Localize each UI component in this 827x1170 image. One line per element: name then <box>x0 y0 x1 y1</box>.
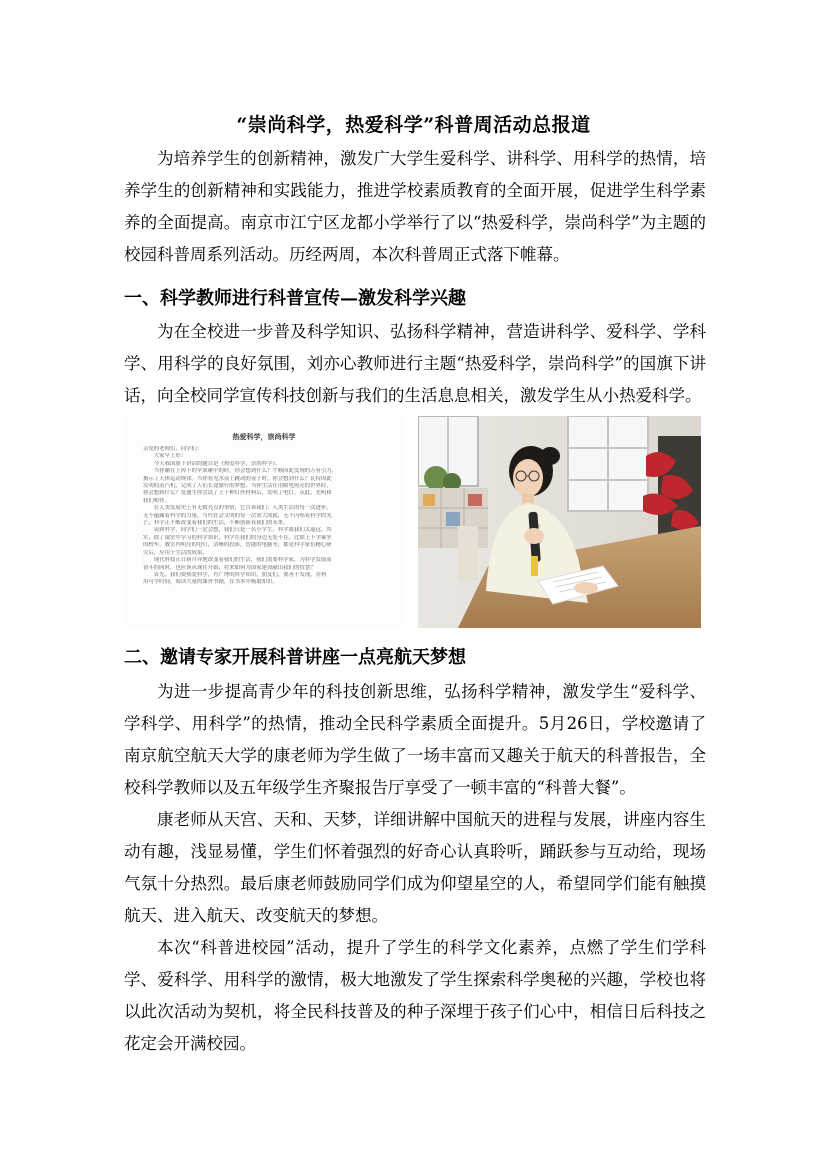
document-title: “崇尚科学，热爱科学”科普周活动总报道 <box>236 114 591 136</box>
section-1-paragraph: 为在全校进一步普及科学知识、弘扬科学精神，营造讲科学、爱科学、学科学、用科学的良好氛围，刘亦心教师进行主题“热爱科学，崇尚科学”的国旗下讲话，向全校同学宣传科技创新与我们的生活息息相关，激发学生从小热爱科学。 <box>124 322 706 405</box>
speech-line: 我们相伴。 <box>143 497 170 504</box>
section-2-heading: 二、邀请专家开展科普讲座一点亮航天梦想 <box>124 647 466 668</box>
section-2-paragraph-3: 本次“科普进校园”活动，提升了学生的科学文化素养，点燃了学生们学科学、爱科学、用科学的激情，极大地激发了学生探索科学奥秘的兴趣，学校也将以此次活动为契机，将全民科技普及的种子深埋于孩子们心中，相信日后科技之花定会开满校园。 <box>124 938 706 1053</box>
section-2-paragraph-2: 康老师从天宫、天和、天梦，详细讲解中国航天的进程与发展，讲座内容生动有趣，浅显易懂，学生们怀着强烈的好奇心认真聆听，踊跃参与互动给，现场气氛十分热烈。最后康老师鼓励同学们成为仰望星空的人，希望同学们能有触摸航天、进入航天、改变航天的梦想。 <box>124 810 706 925</box>
section-1-heading: 一、科学教师进行科普宣传—激发科学兴趣 <box>124 288 466 309</box>
speech-line: 揭示了天体运动规律。当你看见水壶上跳动的壶子时，你会想到什么？瓦特因此 <box>143 475 332 482</box>
speech-line: 当你躺在上掉下的苹果砸中的时，你会想到什么？牛顿因此发现的万有引力， <box>143 468 338 475</box>
intro-paragraph: 为培养学生的创新精神，激发广大学生爱科学、讲科学、用科学的热情，培养学生的创新精神和实践能力，推进学校素质教育的全面开展，促进学生科学素养的全面提高。南京市江宁区龙都小学举行了以“热爱科学，崇尚科学”为主题的校园科普周系列活动。历经两周，本次科普周正式落下帷幕。 <box>124 149 706 264</box>
speech-document-image <box>123 416 405 628</box>
speech-line: 现代科技正日新月异地改变着我们的生活，我们需要科学家，为科学发展而 <box>143 557 332 564</box>
speech-line: 大家早上好！ <box>143 453 187 460</box>
speech-line: 无不蕴藏着科学的力量，当代社会文明的每一次重大成就，无不闪烁着科学的光 <box>143 512 332 519</box>
speech-line: 的校车，教室内明亮的电灯，清晰的投影，智能的电脑等，都是科学家们精心研 <box>143 542 332 549</box>
speech-line: 实，除了课堂中学习的科学知识，科学在我们的身边无处不在，比如上下学乘坐 <box>143 534 332 541</box>
speech-line: 首先，我们要热爱科学，有广博的科学知识，朋友们，要善于发现，并利 <box>143 571 327 578</box>
speech-line: 今天我国旗下讲话的题目是《热爱科学，崇尚科学》。 <box>143 460 281 467</box>
speech-line: 发明的蒸汽机，完成了人们长途旅行的梦想。当你生活在用暖电照亮的世界时， <box>143 483 332 490</box>
speech-document-title: 热爱科学，崇尚科学 <box>232 433 296 441</box>
speech-line: 亲爱的老师们、同学们： <box>143 446 203 452</box>
speech-line: 你会想到什么？爱迪生你尝试了上千种灯丝材料后，发明了电灯，从此，光明和 <box>143 490 332 497</box>
teacher-speaking-photo <box>418 416 701 628</box>
speech-line: 究后，应用于生活的成果。 <box>143 549 208 556</box>
speech-document-text <box>143 446 393 587</box>
speech-line: 在人类发展史上有无数亮点的事情，它告诉我们：人类生活的每一次进步， <box>143 505 332 512</box>
speech-line: 说到科学，同学们一定会想，我们只是一名小学生，科学离我们太遥远。其 <box>143 527 332 534</box>
speech-line: 奋斗的同时，也应该从现在开始，将来如何为国家建设献出我们的智慧？ <box>143 564 316 571</box>
speech-line: 芒，科学正不断改变着我们的生活，不断创新着我们的未来。 <box>143 520 289 527</box>
section-2-paragraph-1: 为进一步提高青少年的科技创新思维，弘扬科学精神，激发学生“爱科学、学科学、用科学”的热情，推动全民科学素质全面提升。5月26日，学校邀请了南京航空航天大学的康老师为学生做了一场丰富而又趣关于航天的科普报告，全校科学教师以及五年级学生齐聚报告厅享受了一顿丰富的“科普大餐”。 <box>124 682 706 797</box>
speech-line: 用可学时间，阅读大量的课外书籍，在书本中吸取知识。 <box>143 579 278 586</box>
